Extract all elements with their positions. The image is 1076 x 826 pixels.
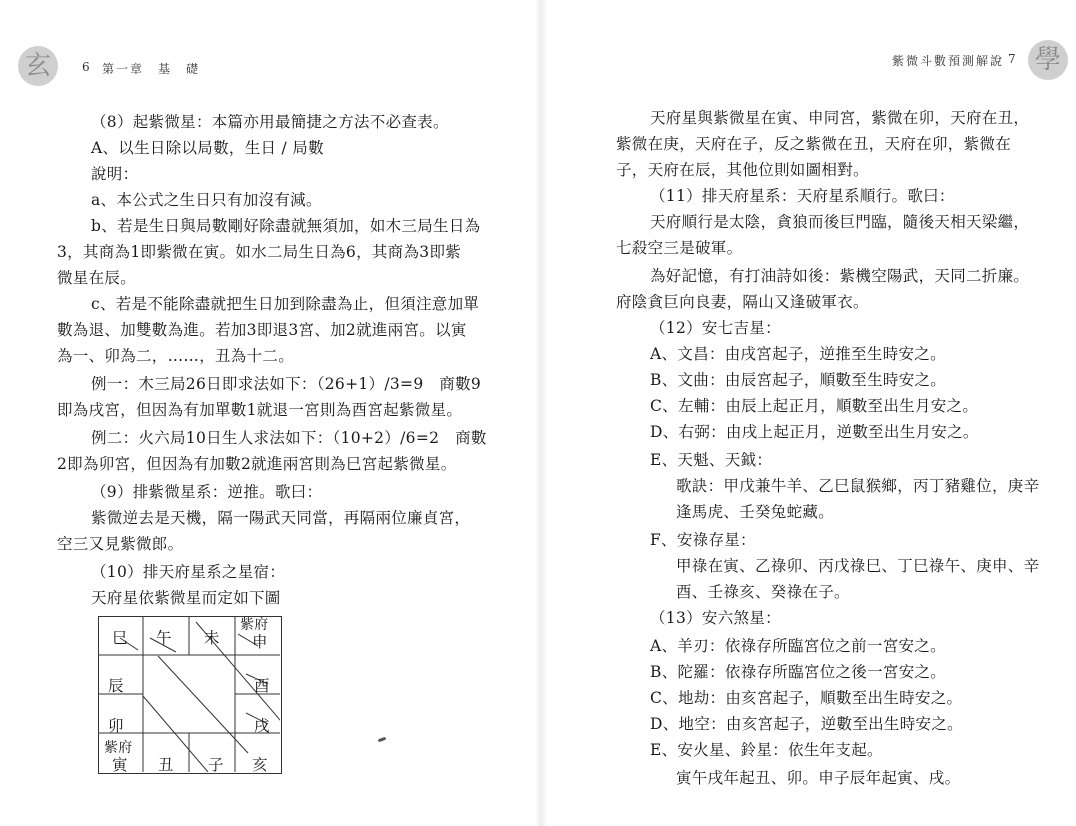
text-line: 子，天府在辰，其他位則如圖相對。 bbox=[616, 161, 869, 179]
text-line: 為好記憶，有打油詩如後：紫機空陽武，天同二折廉。 bbox=[650, 267, 1030, 285]
text-line: 紫微在庚，天府在子，反之紫微在丑，天府在卯，紫微在 bbox=[616, 135, 1012, 153]
text-line: 3，其商為1即紫微在寅。如水二局生日為6，其商為3即紫 bbox=[57, 243, 462, 261]
palace-label-shen: 申 bbox=[252, 633, 268, 651]
text-line: b、若是生日與局數剛好除盡就無須加，如木三局生日為 bbox=[91, 217, 481, 235]
text-line: A、以生日除以局數，生日 / 局數 bbox=[91, 139, 324, 157]
text-line: （13）安六煞星： bbox=[650, 609, 781, 627]
chapter-title: 第一章 基 礎 bbox=[102, 62, 201, 76]
right-page bbox=[546, 0, 1076, 826]
ink-mark bbox=[378, 737, 387, 743]
palace-label-chen: 辰 bbox=[108, 677, 124, 695]
palace-label-zifu-top: 紫府 bbox=[240, 617, 269, 633]
text-line: （10）排天府星系之星宿： bbox=[91, 563, 286, 581]
text-line: 酉、壬祿亥、癸祿在子。 bbox=[676, 583, 850, 601]
text-line: 數為退、加雙數為進。若加3即退3宮、加2就進兩宮。以寅 bbox=[57, 321, 467, 339]
text-line: （12）安七吉星： bbox=[650, 319, 781, 337]
text-line: 天府星依紫微星而定如下圖 bbox=[91, 589, 281, 607]
text-line: D、右弼：由戌上起正月，逆數至出生月安之。 bbox=[650, 423, 979, 441]
palace-label-zi: 子 bbox=[208, 756, 224, 774]
text-line: B、文曲：由辰宮起子，順數至生時安之。 bbox=[650, 371, 947, 389]
page-number: 6 bbox=[82, 60, 92, 74]
text-line: A、羊刃：依祿存所臨宮位之前一宮安之。 bbox=[650, 637, 946, 655]
text-line: 天府星與紫微星在寅、申同宮，紫微在卯，天府在丑， bbox=[650, 109, 1030, 127]
page-number: 7 bbox=[1008, 52, 1018, 66]
text-line: A、文昌：由戌宮起子，逆推至生時安之。 bbox=[650, 345, 946, 363]
text-line: 即為戌宮，但因為有加單數1就退一宮則為酉宮起紫微星。 bbox=[57, 401, 463, 419]
text-line: 甲祿在寅、乙祿卯、丙戊祿巳、丁巳祿午、庚申、辛 bbox=[676, 557, 1040, 575]
palace-label-mao: 卯 bbox=[108, 717, 124, 735]
text-line: 逢馬虎、壬癸兔蛇藏。 bbox=[676, 503, 835, 521]
palace-label-you: 酉 bbox=[254, 677, 270, 695]
text-line: （9）排紫微星系：逆推。歌曰： bbox=[91, 483, 323, 501]
text-line: C、地劫：由亥宮起子，順數至出生時安之。 bbox=[650, 689, 963, 707]
palace-label-wu: 午 bbox=[156, 629, 172, 647]
text-line: 例一：木三局26日即求法如下：（26+1）/3=9 商數9 bbox=[91, 375, 482, 393]
header-seal-icon: 玄 bbox=[18, 46, 58, 86]
text-line: 說明： bbox=[91, 165, 139, 183]
text-line: 天府順行是太陰，貪狼而後巨門臨，隨後天相天梁繼， bbox=[650, 213, 1030, 231]
text-line: 例二：火六局10日生人求法如下：（10+2）/6=2 商數 bbox=[91, 429, 487, 447]
text-line: F、安祿存星： bbox=[650, 531, 756, 549]
book-title: 紫微斗數預測解說 bbox=[892, 54, 1005, 68]
text-line: B、陀羅：依祿存所臨宮位之後一宮安之。 bbox=[650, 663, 947, 681]
palace-label-zifu-bottom: 紫府 bbox=[104, 740, 133, 756]
text-line: 府陰貪巨向良妻，隔山又逢破軍衣。 bbox=[616, 293, 869, 311]
text-line: 為一、卯為二，……，丑為十二。 bbox=[57, 347, 295, 365]
header-seal-icon: 學 bbox=[1028, 40, 1068, 80]
palace-label-chou: 丑 bbox=[158, 756, 174, 774]
text-line: E、安火星、鈴星：依生年支起。 bbox=[650, 741, 883, 759]
text-line: a、本公式之生日只有加沒有減。 bbox=[91, 191, 322, 209]
text-line: D、地空：由亥宮起子，逆數至出生時安之。 bbox=[650, 715, 963, 733]
text-line: C、左輔：由辰上起正月，順數至出生月安之。 bbox=[650, 397, 979, 415]
text-line: （8）起紫微星：本篇亦用最簡捷之方法不必查表。 bbox=[91, 113, 449, 131]
text-line: 寅午戌年起丑、卯。申子辰年起寅、戌。 bbox=[676, 769, 961, 787]
text-line: 七殺空三是破軍。 bbox=[616, 239, 743, 257]
text-line: E、天魁、天鉞： bbox=[650, 451, 773, 469]
text-line: （11）排天府星系：天府星系順行。歌曰： bbox=[650, 187, 955, 205]
palace-label-si: 巳 bbox=[112, 629, 128, 647]
text-line: 微星在辰。 bbox=[57, 269, 137, 287]
palace-label-wei: 未 bbox=[204, 629, 220, 647]
text-line: 2即為卯宮，但因為有加數2就進兩宮則為巳宮起紫微星。 bbox=[57, 455, 457, 473]
text-line: 歌訣：甲戊兼牛羊、乙巳鼠猴鄉，丙丁豬雞位，庚辛 bbox=[676, 477, 1040, 495]
text-line: c、若是不能除盡就把生日加到除盡為止，但須注意加單 bbox=[91, 295, 480, 313]
palace-label-yin: 寅 bbox=[112, 756, 128, 774]
palace-label-hai: 亥 bbox=[252, 756, 268, 774]
text-line: 紫微逆去是天機，隔一陽武天同當，再隔兩位廉貞宮， bbox=[91, 509, 471, 527]
palace-label-xu: 戌 bbox=[254, 717, 270, 735]
text-line: 空三又見紫微郎。 bbox=[57, 535, 184, 553]
